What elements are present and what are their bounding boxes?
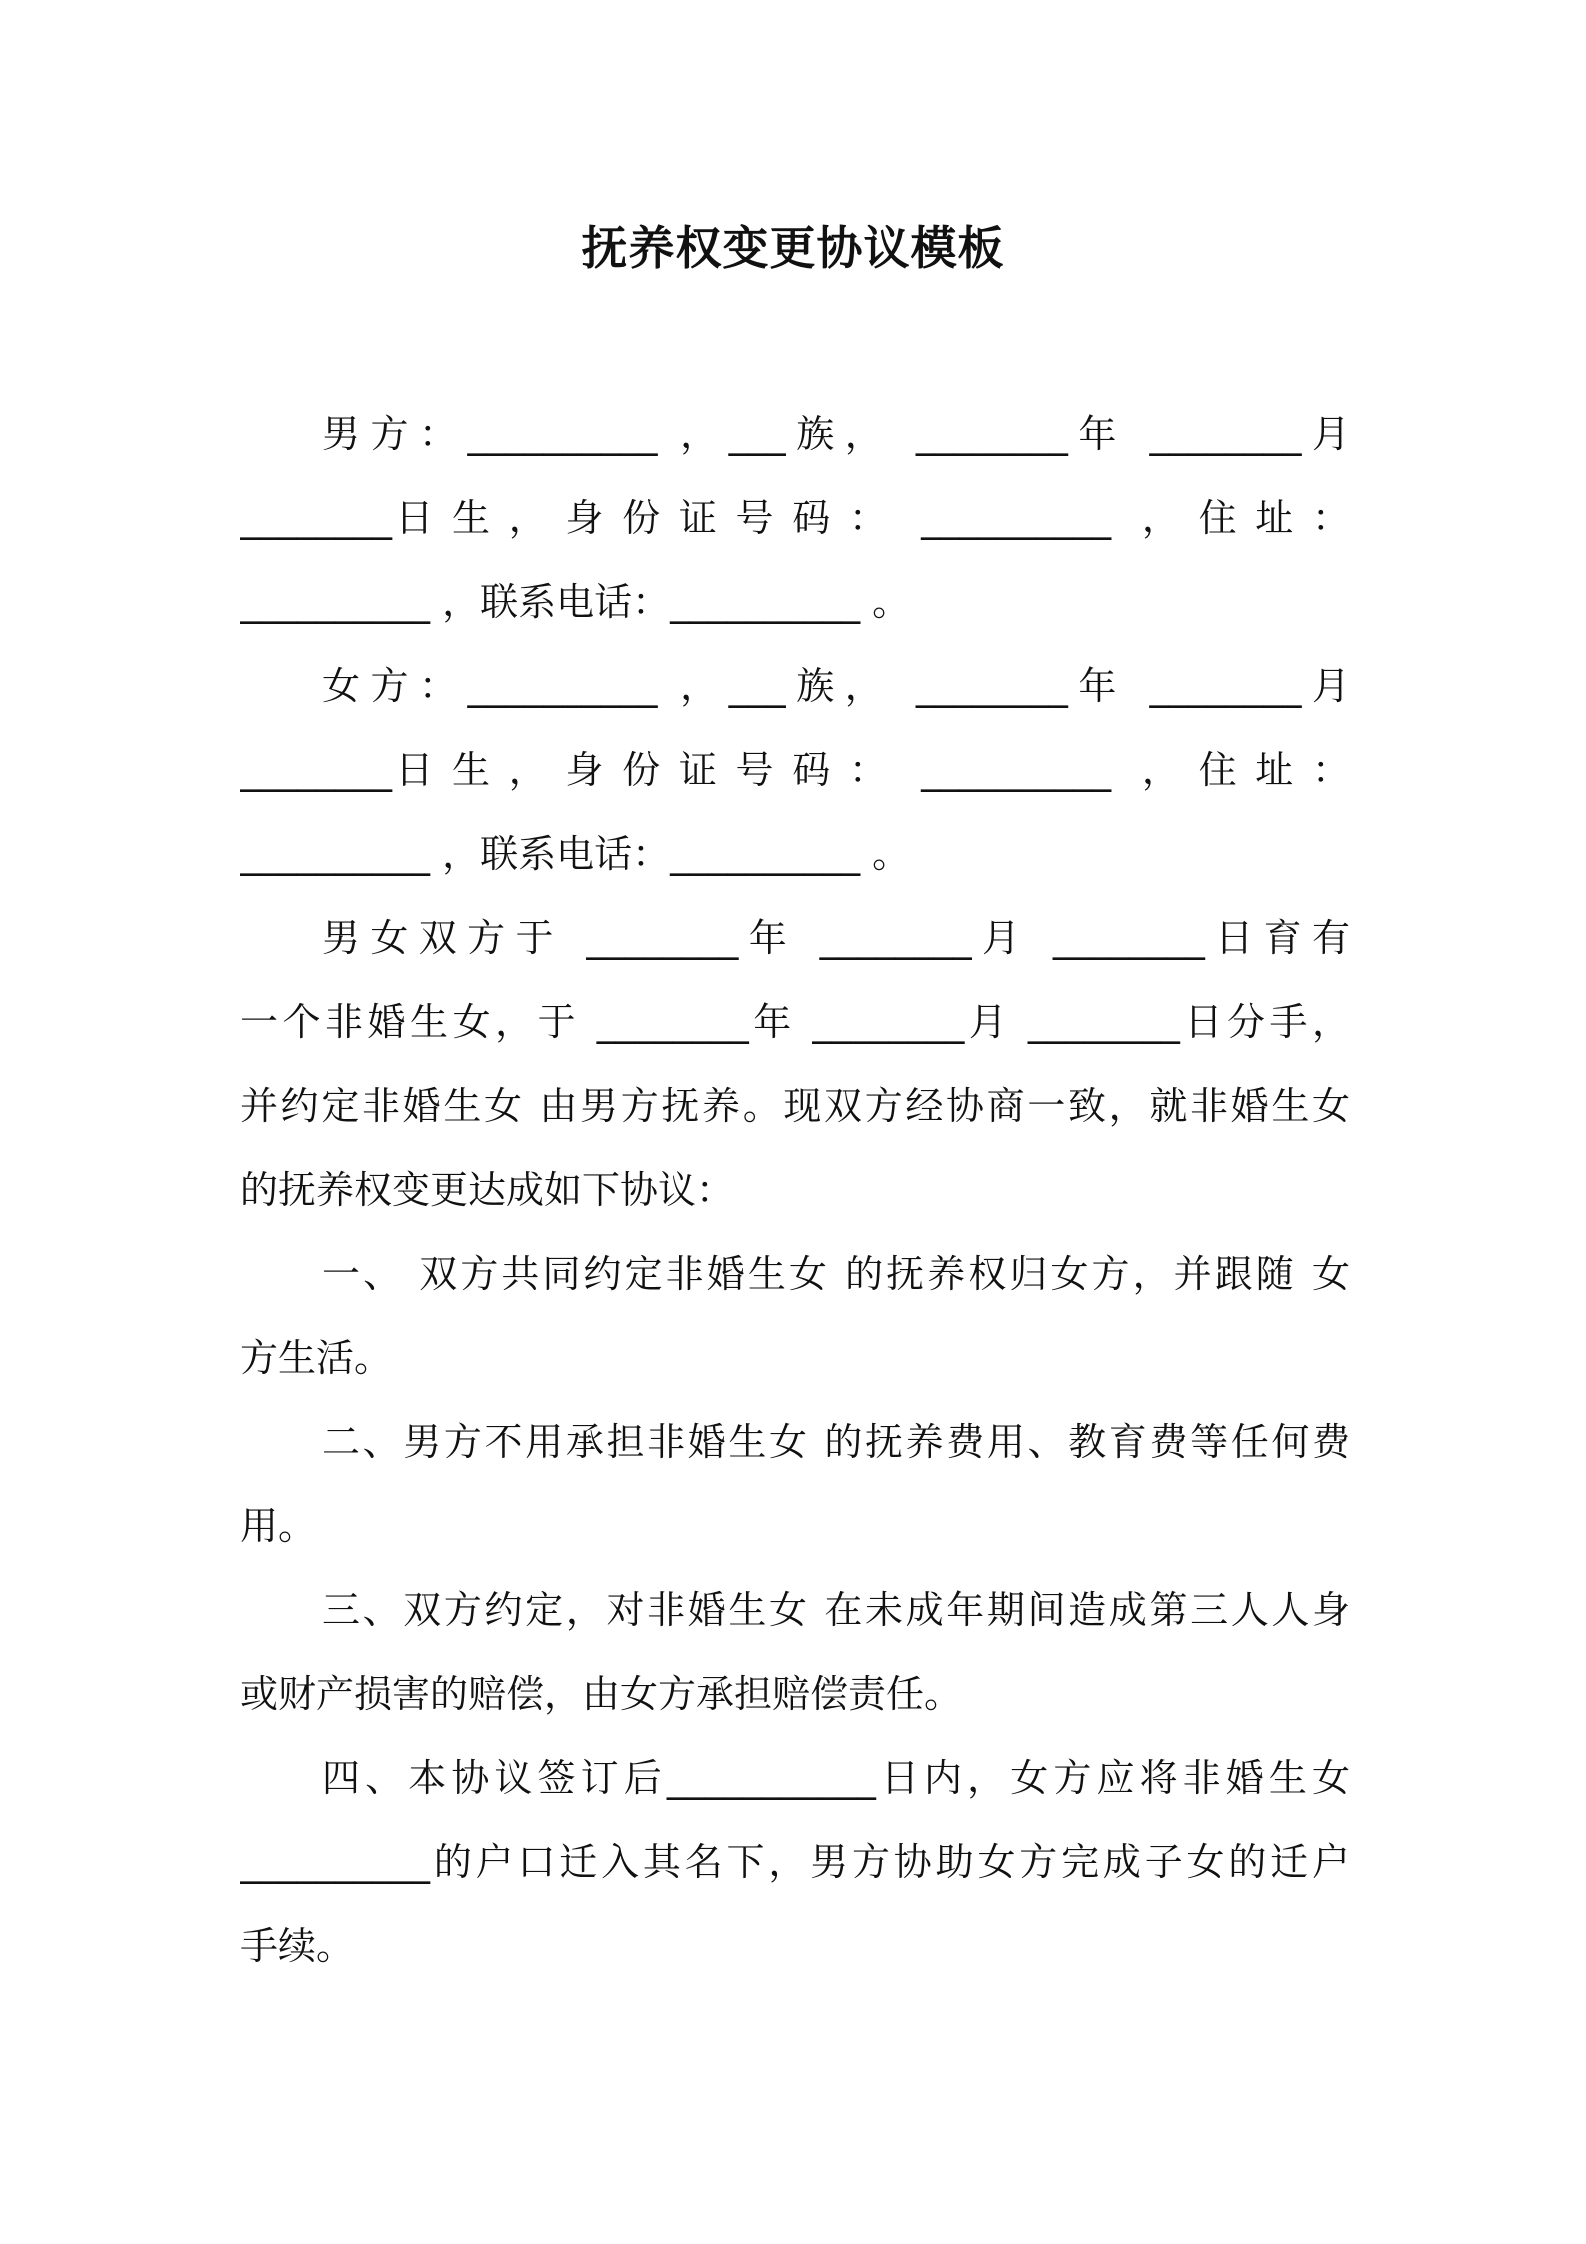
paragraph-line: 方生活。 [240, 1336, 393, 1380]
paragraph-line: ________日 生 ， 身 份 证 号 码 ： __________ ， 住 址 ： [240, 496, 1350, 540]
paragraph-line: __________ ，联系电话：__________ 。 [240, 832, 911, 876]
paragraph-line: 男方：__________ ，___族， ________年 ________月 [322, 412, 1350, 456]
paragraph-line: __________ ，联系电话：__________ 。 [240, 580, 911, 624]
paragraph-line: 并约定非婚生女 由男方抚养。现双方经协商一致，就非婚生女 [240, 1084, 1350, 1128]
paragraph-line: 一个非婚生女，于 ________年 ________月 ________日分手， [240, 1000, 1350, 1044]
paragraph-line: 的抚养权变更达成如下协议： [240, 1168, 735, 1212]
paragraph-line: 或财产损害的赔偿，由女方承担赔偿责任。 [240, 1672, 963, 1716]
paragraph-line: __________的户口迁入其名下，男方协助女方完成子女的迁户 [240, 1840, 1350, 1884]
paragraph-line: 用。 [240, 1504, 317, 1548]
paragraph-line: 男女双方于 ________年 ________月 ________日育有 [322, 916, 1350, 960]
paragraph-line: 三、双方约定，对非婚生女 在未成年期间造成第三人人身 [322, 1588, 1350, 1632]
paragraph-line: 四、本协议签订后___________日内，女方应将非婚生女 [322, 1756, 1350, 1800]
paragraph-line: 女方：__________ ，___族， ________年 ________月 [322, 664, 1350, 708]
paragraph-line: 一、 双方共同约定非婚生女 的抚养权归女方，并跟随 女 [322, 1252, 1350, 1296]
paragraph-line: ________日 生 ， 身 份 证 号 码 ： __________ ， 住 址 ： [240, 748, 1350, 792]
paragraph-line: 手续。 [240, 1924, 355, 1968]
document-title: 抚养权变更协议模板 [581, 221, 1005, 275]
paragraph-line: 二、男方不用承担非婚生女 的抚养费用、教育费等任何费 [322, 1420, 1350, 1464]
